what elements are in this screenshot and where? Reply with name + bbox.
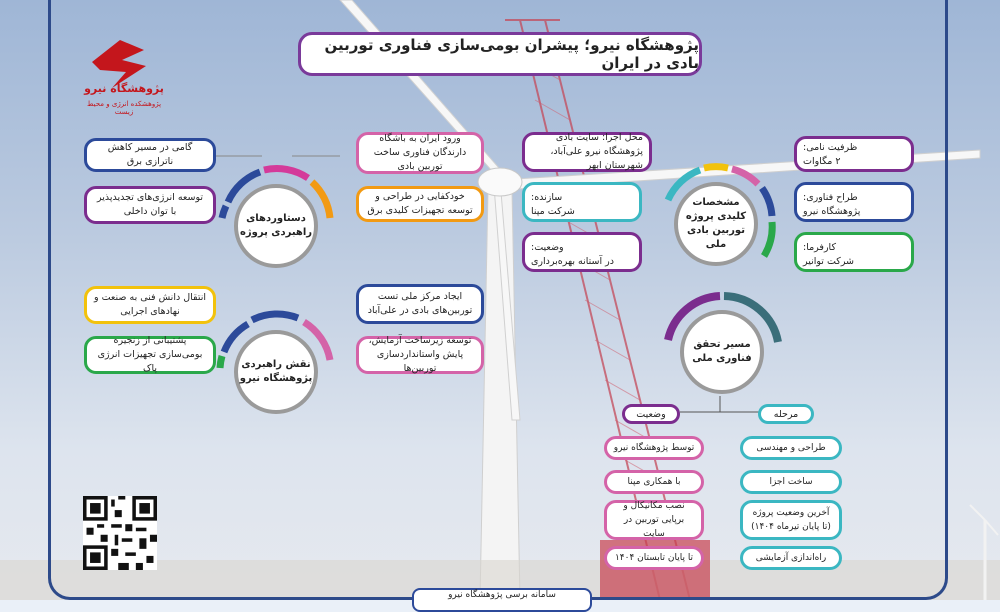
path-hub: مسیر تحقق فناوری ملی — [680, 310, 764, 394]
spec-designer — [794, 182, 914, 222]
spec-status-value: در آستانه بهره‌برداری — [531, 256, 614, 267]
specs-hub: مشخصات کلیدی پروژه توربین بادی ملی — [674, 182, 758, 266]
spec-designer-value: پژوهشگاه نیرو — [803, 206, 861, 217]
path-stage-header: مرحله — [758, 404, 814, 424]
role-test-center: ایجاد مرکز ملی تست توربین‌های بادی در علی‌آباد — [356, 284, 484, 324]
footer-strip: سامانه برسی پژوهشگاه نیرو — [412, 588, 592, 612]
path-stage-1: طراحی و مهندسی — [740, 436, 842, 460]
spec-employer — [794, 232, 914, 272]
achievement-reduce-imbalance: گامی در مسیر کاهش ناترازی برق — [84, 138, 216, 172]
path-stage-4: راه‌اندازی آزمایشی — [740, 546, 842, 570]
achievement-renewables: توسعه انرژی‌های تجدیدپذیر با توان داخلی — [84, 186, 216, 224]
spec-status — [522, 232, 642, 272]
path-stage-3: آخرین وضعیت پروژه (تا پایان تیرماه ۱۴۰۴) — [740, 500, 842, 540]
logo-subtitle: پژوهشکده انرژی و محیط زیست — [86, 100, 162, 116]
path-status-2: با همکاری مپنا — [604, 470, 704, 494]
role-knowledge-transfer: انتقال دانش فنی به صنعت و نهادهای اجرایی — [84, 286, 216, 324]
role-test-infrastructure: توسعه زیرساخت آزمایش، پایش واستانداردسازی توربین‌ها — [356, 336, 484, 374]
spec-employer-label: کارفرما: — [803, 242, 836, 253]
role-supply-chain: پشتیبانی از زنجیره بومی‌سازی تجهیزات انرژی پاک — [84, 336, 216, 374]
path-status-4: تا پایان تابستان ۱۴۰۴ — [604, 546, 704, 570]
path-status-3: نصب مکانیکال و برپایی توربین در سایت — [604, 500, 704, 540]
spec-builder-value: شرکت مپنا — [531, 206, 575, 217]
path-stage-2: ساخت اجزا — [740, 470, 842, 494]
spec-capacity — [794, 136, 914, 172]
spec-designer-label: طراح فناوری: — [803, 192, 858, 203]
path-status-1: توسط پژوهشگاه نیرو — [604, 436, 704, 460]
achievement-self-sufficiency: خودکفایی در طراحی و توسعه تجهیزات کلیدی برق — [356, 186, 484, 222]
spec-builder-label: سازنده: — [531, 192, 563, 203]
page-title: پژوهشگاه نیرو؛ پیشران بومی‌سازی فناوری توربین بادی در ایران — [298, 32, 702, 76]
achievements-hub: دستاوردهای راهبردی پروژه — [234, 184, 318, 268]
spec-capacity-label: ظرفیت نامی: — [803, 142, 858, 153]
spec-builder — [522, 182, 642, 222]
role-hub: نقش راهبردی پژوهشگاه نیرو — [234, 330, 318, 414]
achievements-connectors — [212, 150, 344, 170]
logo-name: پژوهشگاه نیرو — [84, 82, 164, 95]
qr-code-icon[interactable] — [83, 496, 157, 570]
path-status-header: وضعیت — [622, 404, 680, 424]
spec-location: محل اجرا: سایت بادی پژوهشگاه نیرو علی‌آباد، شهرستان ابهر — [522, 132, 652, 172]
spec-employer-value: شرکت توانیر — [803, 256, 855, 267]
spec-status-label: وضعیت: — [531, 242, 564, 253]
spec-capacity-value: ۲ مگاوات — [803, 156, 841, 167]
achievement-turbine-club: ورود ایران به باشگاه دارندگان فناوری ساخت توربین بادی — [356, 132, 484, 174]
